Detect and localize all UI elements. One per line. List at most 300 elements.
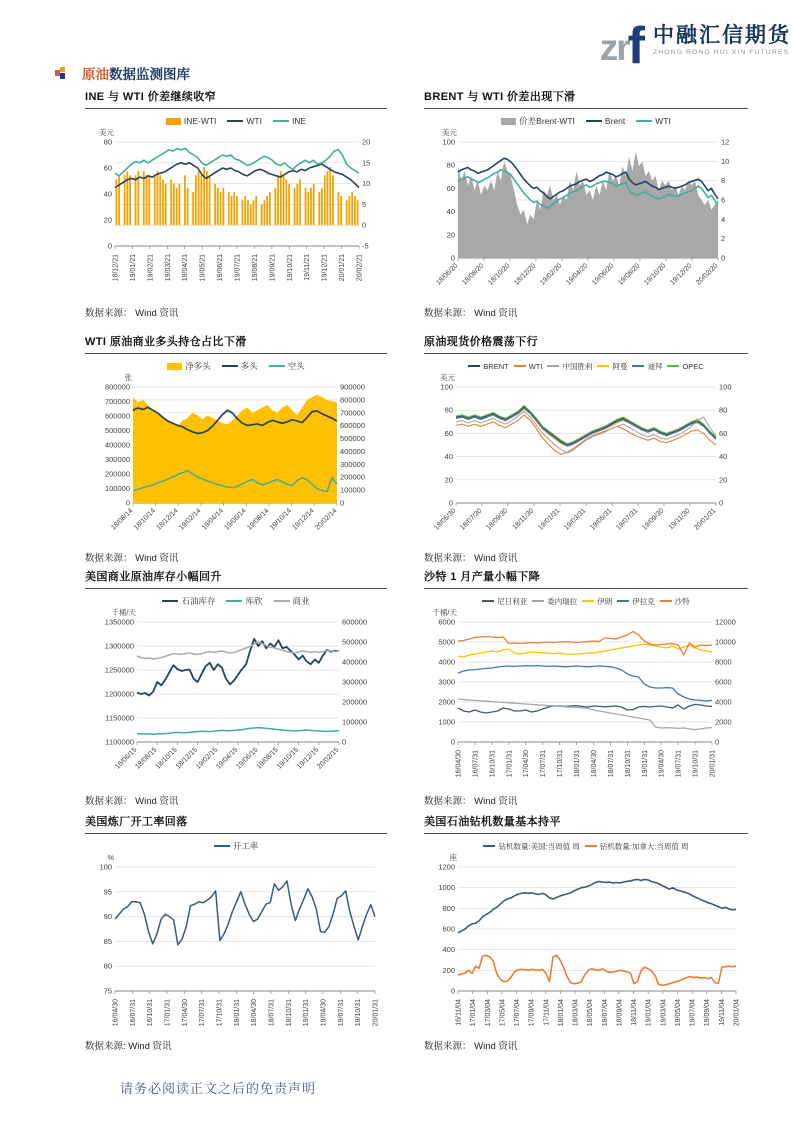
svg-text:19/08/20: 19/08/20: [617, 262, 642, 287]
legend-item: [667, 362, 703, 371]
chart-canvas: [85, 128, 387, 302]
legend-swatch: [273, 120, 289, 123]
axis-labels: [99, 853, 379, 1026]
legend-item: [597, 361, 627, 372]
legend-swatch: [226, 600, 242, 603]
divider: [85, 353, 387, 354]
svg-text:19/01/04: 19/01/04: [645, 999, 653, 1027]
svg-text:19/07/31: 19/07/31: [337, 999, 345, 1027]
legend-label: 阿曼: [612, 361, 628, 371]
legend-item: [273, 116, 306, 126]
legend-swatch: [482, 600, 494, 603]
svg-text:19/09/04: 19/09/04: [704, 999, 712, 1027]
svg-text:17/11/04: 17/11/04: [543, 999, 551, 1026]
legend-label: WTI: [528, 361, 543, 371]
svg-text:20/02/20: 20/02/20: [695, 262, 720, 287]
divider: [424, 108, 748, 109]
chart-canvas-wrap: [85, 608, 387, 790]
svg-text:80: 80: [103, 137, 112, 147]
series-INE-WTI: [115, 167, 358, 225]
series-开工率: [115, 881, 375, 945]
svg-text:19/09/30: 19/09/30: [641, 507, 666, 532]
legend-label: 委内瑞拉: [547, 596, 578, 606]
legend-label: WTI: [655, 116, 671, 126]
svg-text:16/10/31: 16/10/31: [147, 999, 155, 1027]
legend-label: INE-WTI: [183, 116, 217, 126]
section-bullet-icon: [55, 67, 66, 79]
chart-legend: [85, 114, 387, 128]
chart-canvas-wrap: [85, 128, 387, 302]
svg-text:18/10/20: 18/10/20: [487, 262, 512, 287]
svg-text:0: 0: [448, 498, 453, 508]
svg-text:17/07/31: 17/07/31: [199, 999, 207, 1027]
svg-text:800000: 800000: [104, 382, 130, 392]
legend-label: 伊朗: [597, 596, 613, 606]
legend-label: 价差Brent-WTI: [519, 116, 575, 126]
svg-text:19/04/30: 19/04/30: [320, 999, 328, 1027]
legend-item: [582, 596, 612, 607]
svg-text:17/10/31: 17/10/31: [216, 999, 224, 1027]
divider: [85, 833, 387, 834]
svg-text:19/11/30: 19/11/30: [667, 507, 692, 532]
svg-text:0: 0: [721, 253, 726, 263]
svg-text:1150000: 1150000: [105, 713, 134, 723]
axis-labels: [438, 853, 740, 1026]
svg-text:20: 20: [362, 137, 371, 147]
svg-text:95: 95: [103, 887, 112, 897]
svg-text:20/01/31: 20/01/31: [372, 999, 380, 1027]
svg-text:800: 800: [442, 903, 455, 913]
svg-text:12: 12: [721, 137, 730, 147]
svg-text:100: 100: [99, 862, 112, 872]
legend-item: [269, 360, 305, 372]
svg-text:18/08/20: 18/08/20: [461, 262, 486, 287]
chart-canvas: [424, 373, 748, 547]
svg-text:12000: 12000: [715, 617, 736, 627]
section-title-highlight: 原油: [82, 67, 109, 82]
svg-text:20/01/21: 20/01/21: [339, 254, 347, 282]
svg-text:18/08/15: 18/08/15: [134, 746, 159, 771]
svg-text:5000: 5000: [438, 637, 455, 647]
svg-text:200000: 200000: [104, 469, 130, 479]
legend-swatch: [667, 365, 679, 368]
logo-f: f: [627, 17, 645, 75]
svg-text:100: 100: [442, 137, 455, 147]
company-logo: [599, 14, 791, 75]
svg-text:19/05/21: 19/05/21: [199, 254, 207, 282]
series-商业: [137, 642, 339, 659]
svg-text:17/01/04: 17/01/04: [470, 999, 478, 1027]
svg-text:美元: 美元: [99, 128, 114, 137]
chart-canvas-wrap: [424, 128, 748, 302]
svg-text:19/07/21: 19/07/21: [234, 254, 242, 282]
svg-text:300000: 300000: [342, 677, 368, 687]
svg-text:100000: 100000: [342, 717, 368, 727]
svg-text:4000: 4000: [715, 697, 732, 707]
data-source: 数据来源： Wind 资讯: [85, 308, 179, 319]
legend-item: [585, 841, 689, 852]
svg-text:19/10/21: 19/10/21: [286, 254, 294, 282]
legend-label: 钻机数量:加拿大:当周值 周: [599, 841, 689, 851]
data-source: 数据来源： Wind 资讯: [85, 796, 179, 807]
svg-text:18/04/30: 18/04/30: [591, 750, 598, 778]
legend-swatch: [532, 600, 544, 603]
legend-swatch: [222, 365, 238, 368]
svg-text:600000: 600000: [342, 617, 368, 627]
svg-text:19/01/31: 19/01/31: [303, 999, 311, 1027]
legend-label: 钻机数量:美国:当周值 周: [498, 841, 580, 851]
chart-wti-positions: [85, 333, 387, 564]
svg-text:20/02/15: 20/02/15: [316, 746, 341, 771]
svg-text:80: 80: [719, 405, 728, 415]
svg-text:4000: 4000: [438, 657, 455, 667]
svg-text:19/04/15: 19/04/15: [215, 746, 240, 771]
svg-text:80: 80: [444, 405, 453, 415]
svg-text:18/01/04: 18/01/04: [557, 999, 565, 1027]
svg-text:18/05/30: 18/05/30: [433, 507, 458, 532]
legend-item: [468, 362, 508, 371]
svg-text:0: 0: [342, 737, 347, 747]
legend-label: 开工率: [232, 841, 259, 851]
svg-text:美元: 美元: [442, 128, 457, 137]
legend-label: Brent: [604, 116, 626, 126]
svg-text:1250000: 1250000: [104, 665, 134, 675]
svg-text:1300000: 1300000: [104, 641, 134, 651]
svg-text:18/12/14: 18/12/14: [155, 507, 180, 532]
axis-labels: [105, 608, 367, 771]
svg-text:张: 张: [124, 373, 132, 382]
legend-label: 中国胜利: [562, 361, 593, 371]
legend-label: OPEC: [682, 361, 704, 371]
svg-text:6000: 6000: [438, 617, 455, 627]
svg-text:1200: 1200: [438, 862, 455, 872]
divider: [424, 353, 748, 354]
svg-text:20/01/04: 20/01/04: [733, 999, 741, 1027]
legend-swatch: [274, 600, 290, 603]
svg-text:18/08/14: 18/08/14: [110, 507, 135, 532]
svg-text:17/01/31: 17/01/31: [506, 750, 514, 778]
chart-brent-wti-spread: [424, 88, 748, 319]
svg-text:60: 60: [103, 163, 112, 173]
section-header: [55, 63, 190, 83]
svg-text:17/01/31: 17/01/31: [164, 999, 172, 1027]
svg-text:19/08/15: 19/08/15: [255, 746, 280, 771]
legend-item: [222, 360, 258, 372]
legend-label: 库欣: [245, 596, 263, 606]
legend-swatch: [617, 600, 629, 603]
svg-text:18/03/04: 18/03/04: [572, 999, 580, 1027]
company-name-block: [653, 24, 791, 56]
svg-text:18/07/31: 18/07/31: [268, 999, 276, 1027]
svg-text:20: 20: [444, 475, 453, 485]
svg-text:19/10/14: 19/10/14: [268, 507, 294, 532]
series-伊朗: [458, 644, 712, 657]
svg-text:0: 0: [362, 220, 367, 230]
svg-text:18/10/14: 18/10/14: [132, 507, 158, 532]
svg-text:19/10/31: 19/10/31: [692, 750, 700, 778]
svg-text:千桶/天: 千桶/天: [432, 608, 457, 617]
chart-canvas: [85, 373, 387, 547]
svg-text:19/10/20: 19/10/20: [643, 262, 668, 287]
svg-text:100000: 100000: [104, 484, 130, 493]
chart-canvas-wrap: [424, 608, 748, 790]
svg-text:16/07/31: 16/07/31: [472, 750, 480, 778]
svg-text:16/04/30: 16/04/30: [455, 750, 463, 778]
chart-canvas: [85, 608, 387, 790]
chart-legend: [85, 839, 387, 853]
legend-item: [660, 596, 690, 607]
svg-text:17/07/04: 17/07/04: [514, 999, 521, 1027]
svg-text:17/04/30: 17/04/30: [523, 750, 531, 778]
svg-text:18/10/31: 18/10/31: [285, 999, 293, 1027]
legend-swatch: [547, 365, 559, 368]
svg-text:20: 20: [719, 475, 728, 485]
series-石油库存: [137, 639, 339, 696]
legend-item: [482, 596, 527, 607]
svg-text:10000: 10000: [715, 637, 736, 647]
svg-text:19/04/14: 19/04/14: [200, 507, 226, 532]
svg-text:400000: 400000: [342, 657, 368, 667]
section-title-rest: 数据监测图库: [109, 67, 190, 82]
svg-text:75: 75: [103, 986, 112, 996]
svg-text:0: 0: [450, 253, 455, 263]
legend-item: [532, 596, 577, 607]
svg-text:19/01/31: 19/01/31: [641, 750, 649, 778]
chart-rig-count: [424, 813, 748, 1052]
svg-text:100: 100: [719, 382, 732, 392]
data-source: 数据来源: Wind 资讯: [85, 1041, 172, 1052]
svg-text:18/10/31: 18/10/31: [624, 750, 632, 778]
svg-text:400000: 400000: [104, 440, 130, 450]
legend-label: INE: [291, 116, 307, 126]
svg-text:18/12/21: 18/12/21: [112, 254, 120, 282]
divider: [424, 833, 748, 834]
legend-label: 沙特: [674, 596, 690, 606]
svg-text:18/05/04: 18/05/04: [587, 999, 595, 1027]
svg-text:19/06/14: 19/06/14: [223, 507, 248, 532]
svg-text:-5: -5: [362, 241, 369, 251]
svg-text:18/07/30: 18/07/30: [459, 507, 484, 532]
svg-text:17/05/04: 17/05/04: [499, 999, 507, 1027]
legend-item: [227, 116, 262, 126]
legend-swatch: [227, 120, 243, 123]
svg-text:80: 80: [446, 160, 455, 170]
page-disclaimer: 请务必阅读正文之后的免责声明: [120, 1081, 317, 1096]
svg-text:19/03/04: 19/03/04: [660, 999, 668, 1027]
svg-text:0: 0: [719, 498, 724, 508]
svg-text:18/11/04: 18/11/04: [631, 999, 639, 1026]
svg-text:17/07/31: 17/07/31: [540, 750, 548, 778]
svg-text:19/06/20: 19/06/20: [591, 262, 616, 287]
svg-text:19/06/21: 19/06/21: [217, 254, 225, 282]
svg-text:19/06/15: 19/06/15: [235, 746, 260, 771]
axis-labels: [433, 373, 731, 532]
svg-text:19/03/31: 19/03/31: [563, 507, 588, 532]
chart-canvas-wrap: [85, 853, 387, 1035]
legend-item: [226, 595, 262, 607]
svg-text:17/09/04: 17/09/04: [528, 999, 536, 1027]
svg-text:100: 100: [440, 382, 453, 392]
chart-title: BRENT 与 WTI 价差出现下滑: [424, 91, 576, 103]
legend-swatch: [483, 845, 495, 848]
svg-text:3000: 3000: [438, 677, 455, 687]
chart-ine-wti-spread: [85, 88, 387, 319]
legend-item: [166, 116, 217, 126]
legend-item: [514, 362, 543, 371]
legend-item: [636, 116, 671, 126]
chart-title: 美国商业原油库存小幅回升: [85, 571, 222, 583]
svg-text:16/11/04: 16/11/04: [455, 999, 463, 1026]
svg-text:1200000: 1200000: [104, 689, 134, 699]
chart-canvas: [424, 608, 748, 790]
svg-text:美元: 美元: [440, 373, 455, 382]
legend-swatch: [501, 118, 516, 125]
svg-text:80: 80: [103, 961, 112, 971]
svg-text:19/05/31: 19/05/31: [589, 507, 614, 532]
svg-text:19/08/14: 19/08/14: [246, 507, 271, 532]
svg-text:6: 6: [721, 195, 726, 205]
svg-text:0: 0: [107, 241, 112, 251]
svg-text:600000: 600000: [340, 421, 366, 431]
svg-text:16/10/31: 16/10/31: [489, 750, 497, 778]
svg-text:2: 2: [721, 234, 726, 244]
chart-title: 沙特 1 月产量小幅下降: [424, 571, 541, 583]
data-source: 数据来源： Wind 资讯: [424, 1041, 518, 1052]
chart-title: 美国石油钻机数量基本持平: [424, 816, 561, 828]
svg-text:200: 200: [442, 965, 455, 975]
svg-text:10: 10: [721, 156, 730, 166]
svg-text:400: 400: [442, 945, 455, 955]
svg-text:19/04/30: 19/04/30: [658, 750, 666, 778]
legend-label: 伊拉克: [632, 596, 655, 606]
svg-text:18/12/15: 18/12/15: [174, 746, 200, 771]
chart-spot-prices: [424, 333, 748, 564]
svg-text:2000: 2000: [715, 717, 732, 727]
chart-canvas-wrap: [85, 373, 387, 547]
svg-text:60: 60: [444, 428, 453, 438]
svg-text:100000: 100000: [340, 485, 366, 495]
svg-text:85: 85: [103, 936, 112, 946]
svg-text:8: 8: [721, 176, 726, 186]
svg-text:60: 60: [446, 183, 455, 193]
legend-item: [586, 116, 625, 126]
chart-canvas-wrap: [424, 373, 748, 547]
legend-swatch: [166, 118, 181, 125]
series-价差Brent-WTI: [458, 152, 718, 258]
svg-text:2000: 2000: [438, 697, 455, 707]
svg-text:8000: 8000: [715, 657, 732, 667]
svg-text:600: 600: [442, 924, 455, 934]
svg-text:20: 20: [446, 230, 455, 240]
svg-text:60: 60: [719, 428, 728, 438]
series-库欣: [137, 728, 339, 735]
svg-text:19/07/31: 19/07/31: [675, 750, 683, 778]
svg-text:17/10/31: 17/10/31: [557, 750, 565, 778]
svg-text:千桶/天: 千桶/天: [111, 608, 136, 617]
chart-legend: [424, 839, 748, 853]
svg-text:15: 15: [362, 158, 371, 168]
chart-legend: [424, 359, 748, 373]
svg-text:700000: 700000: [104, 397, 130, 406]
svg-text:19/07/31: 19/07/31: [615, 507, 640, 532]
chart-canvas: [85, 853, 387, 1035]
chart-legend: [85, 359, 387, 373]
chart-canvas: [424, 128, 748, 302]
svg-text:1000: 1000: [438, 717, 455, 727]
svg-text:200000: 200000: [340, 472, 366, 482]
chart-legend: [85, 594, 387, 608]
legend-label: 净多头: [185, 361, 211, 371]
svg-text:19/02/21: 19/02/21: [147, 254, 155, 282]
logo-zr: zr: [599, 27, 629, 68]
svg-text:40: 40: [719, 452, 728, 462]
legend-swatch: [660, 600, 672, 603]
series-伊拉克: [458, 666, 712, 701]
legend-label: 商业: [292, 596, 310, 606]
svg-text:500000: 500000: [104, 426, 130, 435]
svg-text:600000: 600000: [104, 411, 130, 421]
svg-text:20/01/31: 20/01/31: [693, 507, 718, 532]
legend-item: [617, 596, 655, 607]
svg-text:90: 90: [103, 912, 112, 922]
svg-text:18/12/20: 18/12/20: [513, 262, 538, 287]
svg-text:19/01/21: 19/01/21: [129, 254, 137, 282]
svg-text:16/04/30: 16/04/30: [112, 999, 120, 1027]
svg-text:19/10/31: 19/10/31: [355, 999, 363, 1027]
svg-text:10: 10: [362, 179, 371, 189]
chart-title: 原油现货价格震荡下行: [424, 336, 538, 348]
legend-label: 多头: [240, 361, 258, 371]
legend-swatch: [167, 363, 182, 370]
svg-text:19/02/15: 19/02/15: [194, 746, 220, 771]
divider: [424, 588, 748, 589]
svg-text:19/04/20: 19/04/20: [565, 262, 590, 287]
company-name-cn: 中融汇信期货: [653, 23, 791, 47]
legend-item: [167, 360, 211, 372]
legend-item: [632, 361, 662, 372]
svg-text:19/02/14: 19/02/14: [178, 507, 203, 532]
legend-label: BRENT: [483, 361, 509, 371]
svg-text:5: 5: [362, 199, 367, 209]
svg-text:40: 40: [103, 189, 112, 199]
svg-text:6000: 6000: [715, 677, 732, 687]
chart-legend: [424, 114, 748, 128]
legend-swatch: [162, 600, 178, 603]
svg-text:19/12/14: 19/12/14: [291, 507, 316, 532]
legend-label: 空头: [287, 361, 305, 371]
legend-item: [162, 595, 215, 607]
axis-labels: [432, 608, 735, 777]
legend-item: [483, 841, 579, 852]
legend-swatch: [636, 120, 652, 123]
legend-swatch: [269, 365, 285, 368]
legend-swatch: [585, 845, 597, 848]
legend-item: [547, 361, 592, 372]
series-委内瑞拉: [458, 699, 712, 730]
chart-title: 美国炼厂开工率回落: [85, 816, 188, 828]
svg-text:18/06/20: 18/06/20: [435, 262, 460, 287]
chart-legend: [424, 594, 748, 608]
svg-text:40: 40: [444, 452, 453, 462]
svg-text:19/12/21: 19/12/21: [321, 254, 329, 282]
legend-swatch: [514, 365, 526, 368]
svg-text:20/02/14: 20/02/14: [314, 507, 339, 532]
legend-swatch: [214, 845, 230, 848]
svg-text:20/01/31: 20/01/31: [709, 750, 717, 778]
series-尼日利亚: [458, 704, 712, 713]
legend-item: [214, 840, 259, 852]
svg-text:500000: 500000: [342, 637, 368, 647]
